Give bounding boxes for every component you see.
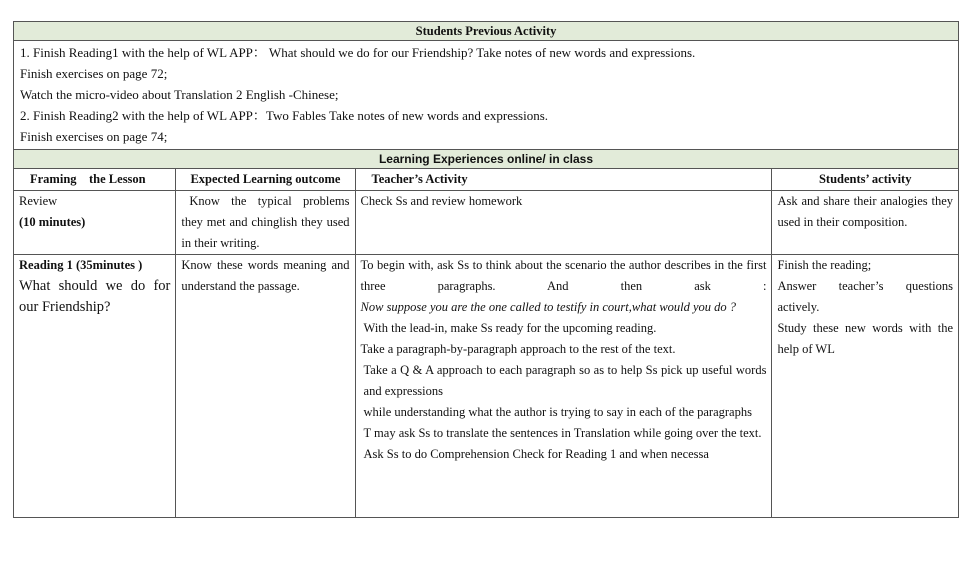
learning-experiences-title: Learning Experiences online/ in class <box>14 150 958 168</box>
teacher-line: With the lead-in, make Ss ready for the upcoming reading. <box>363 321 657 335</box>
teacher-line: while understanding what the author is trying to say in each of the paragraphs <box>363 405 752 419</box>
teacher-line: Ask Ss to do Comprehension Check for Reading 1 and when necessa <box>363 447 709 461</box>
students-line: Finish the reading; <box>777 258 872 272</box>
students-line: Answer teacher’s questions actively. <box>777 279 953 314</box>
header-teacher-activity: Teacher’s Activity <box>355 169 772 191</box>
previous-activity-section <box>13 21 959 150</box>
reading-students-cell <box>772 255 959 518</box>
lesson-plan-document <box>13 21 959 518</box>
teacher-line: To begin with, ask Ss to think about the scenario the author describes in the first three paragraphs. And then ask : <box>360 258 767 293</box>
table-row <box>14 255 959 518</box>
review-teacher-cell: Check Ss and review homework <box>355 191 772 255</box>
teacher-line: T may ask Ss to translate the sentences in Translation while going over the text. <box>363 426 762 440</box>
previous-activity-body <box>14 41 958 149</box>
reading-teacher-cell <box>355 255 772 518</box>
learning-experiences-table <box>13 149 959 518</box>
teacher-line: Take a paragraph-by-paragraph approach to the rest of the text. <box>360 342 676 356</box>
previous-activity-line: Watch the micro-video about Translation 2 English -Chinese; <box>20 87 339 102</box>
header-students-activity: Students’ activity <box>772 169 959 191</box>
previous-activity-line: Finish exercises on page 72; <box>20 66 168 81</box>
reading-framing-cell <box>14 255 176 518</box>
teacher-line: Take a Q & A approach to each paragraph so as to help Ss pick up useful words and expressions <box>363 363 767 398</box>
review-outcome-cell: Know the typical problems they met and chinglish they used in their writing. <box>176 191 355 255</box>
review-framing-cell <box>14 191 176 255</box>
review-time: (10 minutes) <box>19 215 86 229</box>
review-students-cell: Ask and share their analogies they used in their composition. <box>772 191 959 255</box>
reading-subtitle: What should we do for our Friendship? <box>19 278 171 315</box>
students-line: Study these new words with the help of WL <box>777 321 953 356</box>
previous-activity-title: Students Previous Activity <box>14 22 958 41</box>
header-outcome: Expected Learning outcome <box>176 169 355 191</box>
header-framing: Framing the Lesson <box>14 169 176 191</box>
reading-title: Reading 1 (35minutes ) <box>19 258 143 272</box>
reading-outcome-cell: Know these words meaning and understand the passage. <box>176 255 355 518</box>
review-title: Review <box>19 194 58 208</box>
previous-activity-line: 2. Finish Reading2 with the help of WL APP：Two Fables Take notes of new words and expressions. <box>20 108 548 123</box>
previous-activity-line: 1. Finish Reading1 with the help of WL APP： What should we do for our Friendship? Take notes of new words and expressions. <box>20 45 696 60</box>
table-row <box>14 191 959 255</box>
previous-activity-line: Finish exercises on page 74; <box>20 129 168 144</box>
table-header-row <box>14 169 959 191</box>
teacher-line: Now suppose you are the one called to testify in court,what would you do ? <box>360 300 737 314</box>
